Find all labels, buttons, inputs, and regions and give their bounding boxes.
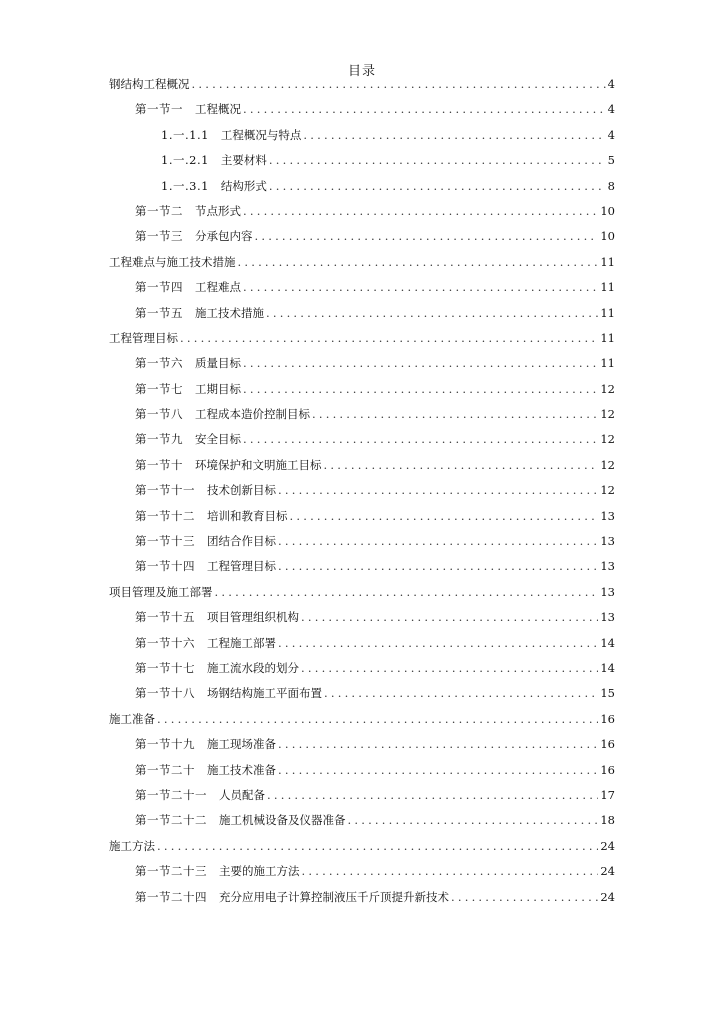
toc-entry-page-number: 11	[600, 254, 615, 269]
dot-leader	[238, 255, 599, 269]
toc-entry-number: 第一节二十	[135, 762, 195, 777]
toc-entry[interactable]	[109, 889, 615, 914]
toc-entry-page-number: 4	[607, 102, 615, 117]
toc-entry-page-number: 10	[600, 229, 615, 244]
toc-entry-label: 施工机械设备及仪器准备	[219, 813, 346, 828]
toc-entry[interactable]	[109, 635, 615, 660]
toc-entry-label: 工程难点与施工技术措施	[109, 254, 236, 269]
toc-entry-label: 工程概况	[195, 102, 241, 117]
toc-entry[interactable]	[109, 533, 615, 558]
dot-leader	[269, 153, 606, 167]
toc-entry[interactable]	[109, 787, 615, 812]
toc-entry[interactable]	[109, 203, 615, 228]
toc-entry-page-number: 13	[600, 508, 615, 523]
toc-entry-label: 施工准备	[109, 711, 155, 726]
toc-entry[interactable]	[109, 76, 615, 101]
toc-entry-label: 技术创新目标	[207, 483, 276, 498]
toc-entry-number: 第一节一	[135, 102, 183, 117]
toc-entry-page-number: 16	[600, 762, 615, 777]
toc-entry-page-number: 12	[600, 483, 615, 498]
toc-entry-label: 工期目标	[195, 381, 241, 396]
toc-entry-number: 第一节二	[135, 203, 183, 218]
toc-entry-label: 项目管理组织机构	[207, 610, 299, 625]
toc-entry-label: 结构形式	[220, 178, 267, 193]
toc-entry-label: 施工技术准备	[207, 762, 276, 777]
toc-entry-page-number: 8	[607, 178, 615, 193]
toc-entry-number: 第一节六	[135, 356, 183, 371]
toc-entry[interactable]	[109, 558, 615, 583]
toc-entry-label: 培训和教育目标	[207, 508, 288, 523]
toc-entry[interactable]	[109, 609, 615, 634]
toc-entry[interactable]	[109, 101, 615, 126]
dot-leader	[278, 737, 598, 751]
toc-entry-label: 施工方法	[109, 838, 155, 853]
dot-leader	[312, 407, 598, 421]
toc-entry-number: 第一节十四	[135, 559, 195, 574]
toc-entry-page-number: 4	[607, 127, 615, 142]
dot-leader	[157, 712, 598, 726]
toc-entry[interactable]	[109, 279, 615, 304]
toc-entry[interactable]	[109, 355, 615, 380]
dot-leader	[278, 483, 598, 497]
toc-entry-page-number: 13	[600, 534, 615, 549]
toc-entry[interactable]	[109, 762, 615, 787]
toc-entry-page-number: 13	[600, 584, 615, 599]
toc-entry-label: 工程难点	[195, 280, 241, 295]
toc-entry-number: 第一节七	[135, 381, 183, 396]
dot-leader	[243, 432, 598, 446]
toc-entry-page-number: 18	[600, 813, 615, 828]
toc-entry-number: 第一节三	[135, 229, 183, 244]
toc-entry-page-number: 17	[600, 787, 615, 802]
toc-entry-page-number: 11	[600, 356, 615, 371]
toc-entry-number: 第一节二十四	[135, 889, 207, 904]
dot-leader	[266, 306, 598, 320]
toc-entry-label: 充分应用电子计算控制液压千斤顶提升新技术	[219, 889, 449, 904]
dot-leader	[301, 610, 598, 624]
dot-leader	[243, 280, 598, 294]
toc-entry-page-number: 24	[600, 889, 615, 904]
dot-leader	[255, 229, 599, 243]
toc-entry-number: 第一节十八	[135, 686, 195, 701]
toc-title: 目录	[347, 64, 376, 79]
dot-leader	[324, 686, 598, 700]
toc-entry[interactable]	[109, 838, 615, 863]
toc-entry-number: 第一节二十一	[135, 787, 207, 802]
toc-entry-label: 施工流水段的划分	[207, 660, 299, 675]
toc-entry[interactable]	[109, 482, 615, 507]
toc-entry-label: 场钢结构施工平面布置	[207, 686, 322, 701]
toc-entry[interactable]	[109, 660, 615, 685]
dot-leader	[180, 331, 598, 345]
toc-entry-number: 第一节十一	[135, 483, 195, 498]
dot-leader	[451, 890, 598, 904]
toc-entry-page-number: 14	[600, 660, 615, 675]
toc-entry[interactable]	[109, 381, 615, 406]
toc-entry[interactable]	[109, 178, 615, 203]
toc-entry[interactable]	[109, 127, 615, 152]
dot-leader	[243, 102, 606, 116]
toc-entry[interactable]	[109, 812, 615, 837]
dot-leader	[324, 458, 599, 472]
toc-entry[interactable]	[109, 228, 615, 253]
toc-entry-number: 第一节八	[135, 407, 183, 422]
toc-entry-page-number: 10	[600, 203, 615, 218]
toc-entry-page-number: 24	[600, 864, 615, 879]
toc-entry-label: 安全目标	[195, 432, 241, 447]
toc-entry-label: 工程管理目标	[109, 330, 178, 345]
dot-leader	[243, 382, 598, 396]
toc-entry-page-number: 12	[600, 432, 615, 447]
toc-entry-number: 第一节四	[135, 280, 183, 295]
dot-leader	[290, 509, 599, 523]
dot-leader	[243, 204, 598, 218]
toc-entry-page-number: 16	[600, 737, 615, 752]
dot-leader	[243, 356, 598, 370]
toc-entry-label: 项目管理及施工部署	[109, 584, 213, 599]
toc-entry-page-number: 12	[600, 381, 615, 396]
toc-entry-number: 第一节十三	[135, 534, 195, 549]
toc-entry-page-number: 24	[600, 838, 615, 853]
toc-entry-number: 1.一.3.1	[161, 178, 209, 193]
toc-entry-label: 钢结构工程概况	[109, 77, 190, 91]
toc-entry-page-number: 14	[600, 635, 615, 650]
toc-entry-label: 质量目标	[195, 356, 241, 371]
dot-leader	[278, 763, 598, 777]
dot-leader	[192, 77, 606, 91]
toc-entry-number: 第一节二十三	[135, 864, 207, 879]
toc-entry-page-number: 13	[600, 610, 615, 625]
toc-entry-page-number: 13	[600, 559, 615, 574]
toc-entry-number: 第一节五	[135, 305, 183, 320]
toc-entry-page-number: 11	[600, 330, 615, 345]
dot-leader	[267, 788, 598, 802]
dot-leader	[278, 534, 598, 548]
toc-entry-page-number: 15	[600, 686, 615, 701]
toc-entry-number: 第一节十九	[135, 737, 195, 752]
toc-entry-page-number: 11	[600, 305, 615, 320]
toc-entry-number: 第一节九	[135, 432, 183, 447]
toc-entry-label: 施工技术措施	[195, 305, 264, 320]
dot-leader	[269, 179, 606, 193]
toc-entry-label: 工程成本造价控制目标	[195, 407, 310, 422]
dot-leader	[278, 559, 598, 573]
toc-entry-page-number: 16	[600, 711, 615, 726]
toc-entry[interactable]	[109, 584, 615, 609]
toc-entry-label: 主要的施工方法	[219, 864, 300, 879]
dot-leader	[157, 839, 598, 853]
toc-entry-number: 第一节二十二	[135, 813, 207, 828]
toc-entry[interactable]	[109, 736, 615, 761]
dot-leader	[301, 661, 598, 675]
toc-entry[interactable]	[109, 863, 615, 888]
toc-entry-page-number: 12	[600, 407, 615, 422]
toc-entry-label: 主要材料	[220, 153, 267, 168]
toc-entry-number: 第一节十七	[135, 660, 195, 675]
toc-entry[interactable]	[109, 254, 615, 279]
toc-entry[interactable]	[109, 711, 615, 736]
toc-entry-label: 工程概况与特点	[220, 127, 302, 142]
toc-entry-number: 1.一.1.1	[161, 127, 209, 142]
toc-entry[interactable]	[109, 305, 615, 330]
toc-entry-number: 第一节十六	[135, 635, 195, 650]
dot-leader	[302, 864, 599, 878]
toc-entry-label: 工程施工部署	[207, 635, 276, 650]
dot-leader	[303, 128, 605, 142]
toc-entry-number: 第一节十	[135, 457, 183, 472]
toc-entry-number: 第一节十二	[135, 508, 195, 523]
toc-entry-page-number: 4	[607, 77, 615, 91]
toc-entry[interactable]	[109, 330, 615, 355]
toc-entry[interactable]	[109, 457, 615, 482]
dot-leader	[348, 813, 599, 827]
toc-entry-label: 环境保护和文明施工目标	[195, 457, 322, 472]
dot-leader	[215, 585, 599, 599]
toc-entry-page-number: 5	[607, 153, 615, 168]
toc-entry-page-number: 11	[600, 280, 615, 295]
toc-entry[interactable]	[109, 431, 615, 456]
table-of-contents	[109, 76, 615, 914]
toc-entry-label: 人员配备	[219, 787, 265, 802]
toc-entry-label: 施工现场准备	[207, 737, 276, 752]
toc-entry[interactable]	[109, 406, 615, 431]
toc-entry-label: 团结合作目标	[207, 534, 276, 549]
toc-entry[interactable]	[109, 685, 615, 710]
toc-entry-label: 分承包内容	[195, 229, 253, 244]
toc-entry-page-number: 12	[600, 457, 615, 472]
toc-entry-number: 1.一.2.1	[161, 153, 209, 168]
toc-entry[interactable]	[109, 152, 615, 177]
toc-entry[interactable]	[109, 508, 615, 533]
toc-entry-label: 节点形式	[195, 203, 241, 218]
toc-entry-number: 第一节十五	[135, 610, 195, 625]
dot-leader	[278, 636, 598, 650]
toc-entry-label: 工程管理目标	[207, 559, 276, 574]
